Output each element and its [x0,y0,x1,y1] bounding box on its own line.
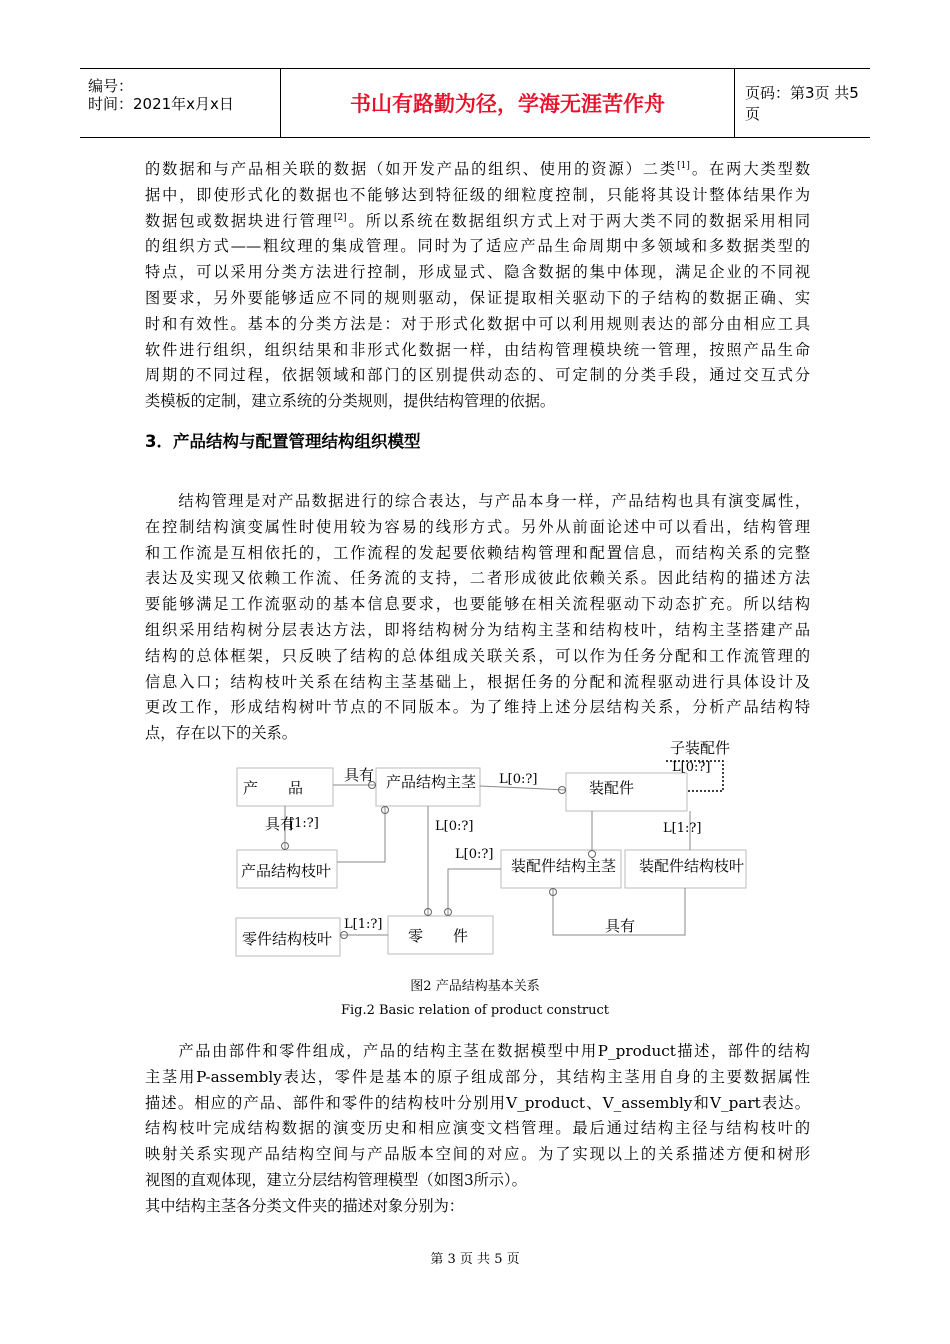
box-asm-leaf: 装配件结构枝叶 [639,857,745,875]
section-heading: 3．产品结构与配置管理结构组织模型 [145,432,421,451]
text-line: 点，存在以下的关系。 [145,724,297,743]
text-line: 表达及实现又依赖工作流、任务流的支持，二者形成彼此依赖关系。因此结构的描述方法 [145,569,810,588]
label-has-3: 具有 [605,917,636,935]
text-line: 图要求，另外要能够适应不同的规则驱动，保证提取相关驱动下的子结构的数据正确、实 [145,288,810,307]
paragraph-3 [145,1039,810,1220]
box-part-leaf: 零件结构枝叶 [242,930,333,948]
text-line: 数据包或数据块进行管理[2]。所以系统在数据组织方式上对于两大类不同的数据采用相同 [145,211,811,230]
header-motto: 书山有路勤为径，学海无涯苦作舟 [280,69,735,137]
text-line: 的组织方式——粗纹理的集成管理。同时为了适应产品生命周期中多领域和多数据类型的 [145,237,810,256]
text-line: 结构的总体框架，只反映了结构的总体组成关联关系，可以作为任务分配和工作流管理的 [145,646,810,665]
header-page-label: 页码：第3页 共5页 [745,84,859,123]
text-line: 组织采用结构树分层表达方法，即将结构树分为结构主茎和结构枝叶，结构主茎搭建产品 [145,620,810,639]
text-line: 周期的不同过程，依据领域和部门的区别提供动态的、可定制的分类手段，通过交互式分 [145,366,810,385]
label-has-1: 具有 [344,766,375,784]
box-asm-stem: 装配件结构主茎 [511,857,617,875]
page-footer: 第 3 页 共 5 页 [430,1252,520,1267]
figure-caption-cn: 图2 产品结构基本关系 [410,979,540,994]
product-structure-diagram [0,735,950,965]
text-line: 的数据和与产品相关联的数据（如开发产品的组织、使用的资源）二类[1]。在两大类型数 [145,160,811,178]
paragraph-1 [145,157,810,415]
box-part: 零 件 [408,927,469,945]
text-line: 信息入口；结构枝叶关系在结构主茎基础上，根据任务的分配和流程驱动进行具体设计及 [145,672,810,691]
text-line: 描述。相应的产品、部件和零件的结构枝叶分别用V_product、V_assembly和V_part表达。 [145,1093,810,1112]
text-line: 结构枝叶完成结构数据的演变历史和相应演变文档管理。最后通过结构主径与结构枝叶的 [145,1119,810,1138]
box-assembly: 装配件 [589,779,635,797]
text-line: 结构管理是对产品数据进行的综合表达，与产品本身一样，产品结构也具有演变属性， [145,492,810,510]
label-l1-left: [1:?] [289,816,319,831]
label-l0-top: L[0:?] [499,772,538,787]
text-line: 特点，可以采用分类方法进行控制，形成显式、隐含数据的集中体现，满足企业的不同视 [145,263,810,282]
text-line: 类模板的定制，建立系统的分类规则，提供结构管理的依据。 [145,392,556,411]
text-line: 和工作流是互相依托的，工作流程的发起要依赖结构管理和配置信息，而结构关系的完整 [145,543,810,562]
box-product: 产 品 [243,779,304,797]
text-line: 据中，即使形式化的数据也不能够达到特征级的细粒度控制，只能将其设计整体结果作为 [145,185,810,204]
text-line: 其中结构主茎各分类文件夹的描述对象分别为： [145,1196,464,1215]
text-line: 主茎用P-assembly表达，零件是基本的原子组成部分，其结构主茎用自身的主要数据属性 [145,1067,810,1086]
box-main-stem: 产品结构主茎 [386,773,477,791]
figure-caption-en: Fig.2 Basic relation of product construct [340,1003,610,1018]
text-line: 时和有效性。基本的分类方法是：对于形式化数据中可以利用规则表达的部分由相应工具 [145,314,810,333]
label-has-2: 具有 [265,815,296,833]
label-l0-lower: L[0:?] [455,847,494,862]
page-header [80,68,870,138]
paragraph-2 [145,489,810,747]
text-line: 视图的直观体现，建立分层结构管理模型（如图3所示）。 [145,1170,527,1189]
label-sub-assembly: 子装配件 [670,739,731,757]
text-line: 软件进行组织，组织结果和非形式化数据一样，由结构管理模块统一管理，按照产品生命 [145,340,810,359]
box-product-leaf: 产品结构枝叶 [241,862,332,880]
label-l1-right: L[1:?] [663,821,702,836]
text-line: 更改工作，形成结构树叶节点的不同版本。为了维持上述分层结构关系，分析产品结构特 [145,698,810,717]
time-label: 时间：2021年x月x日 [88,95,234,113]
text-line: 在控制结构演变属性时使用较为容易的线形方式。另外从前面论述中可以看出，结构管理 [145,517,810,536]
label-l0-mid: L[0:?] [435,819,474,834]
text-line: 产品由部件和零件组成，产品的结构主茎在数据模型中用P_product描述，部件的结构 [145,1042,810,1060]
header-meta [80,69,280,137]
number-label: 编号： [88,77,134,95]
label-l0-sub: L[0:?] [672,760,711,775]
label-l1-part: L[1:?] [344,917,383,932]
text-line: 要能够满足工作流驱动的基本信息要求，也要能够在相关流程驱动下动态扩充。所以结构 [145,595,810,614]
text-line: 映射关系实现产品结构空间与产品版本空间的对应。为了实现以上的关系描述方便和树形 [145,1145,810,1164]
